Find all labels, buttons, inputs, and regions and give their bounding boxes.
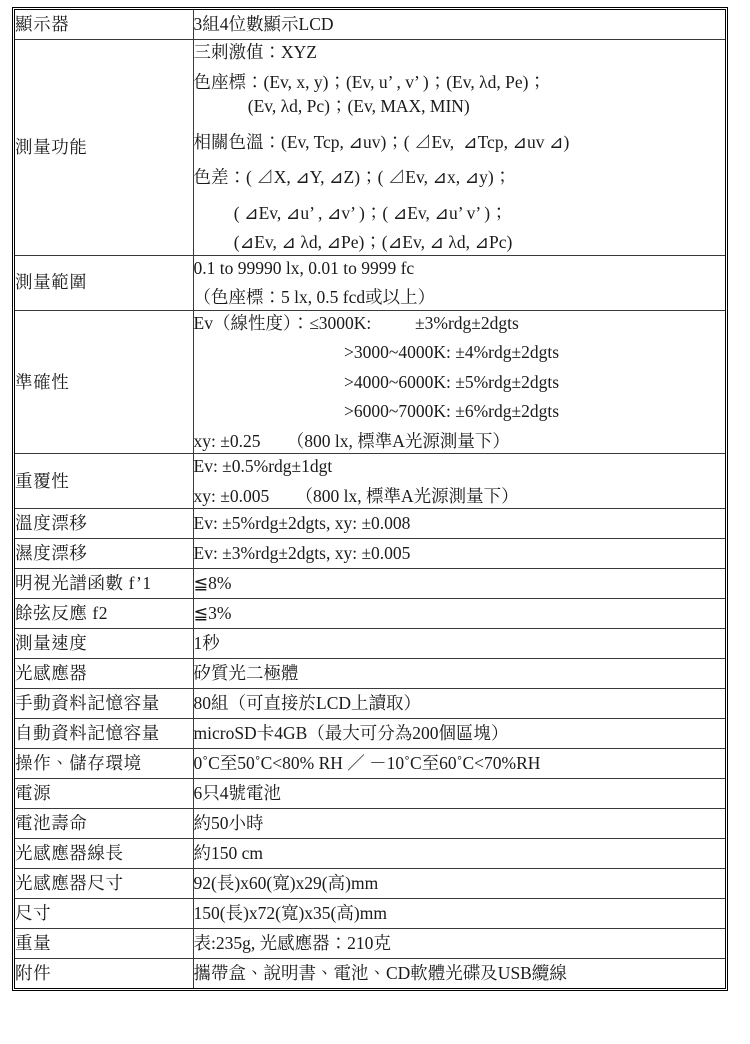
- value-line: 三刺激值：XYZ: [193, 42, 317, 62]
- row-value-display: 3組4位數顯示LCD: [193, 10, 725, 40]
- table-row-accessories: [15, 959, 725, 989]
- row-value-accessories: 攜帶盒、說明書、電池、CD軟體光碟及USB纜線: [193, 959, 725, 989]
- row-value-photopic-spectral-f1: ≦8%: [193, 569, 725, 599]
- row-label-sensor-dimensions: 光感應器尺寸: [15, 869, 193, 899]
- row-label-measurement-function: 測量功能: [15, 40, 193, 256]
- value-line: 相關色溫：(Ev, Tcp, ⊿uv)；( ⊿Ev, ⊿Tcp, ⊿uv ⊿): [193, 131, 570, 152]
- row-label-photo-sensor: 光感應器: [15, 659, 193, 689]
- row-label-auto-memory: 自動資料記憶容量: [15, 719, 193, 749]
- table-row-temperature-drift: [15, 509, 725, 539]
- value-line: Ev（線性度）：≤3000K: ±3%rdg±2dgts: [193, 312, 519, 333]
- row-value-manual-memory: 80組（可直接於LCD上讀取）: [193, 689, 725, 719]
- row-label-accessories: 附件: [15, 959, 193, 989]
- table-row-measurement-function: [15, 40, 725, 256]
- row-label-display: 顯示器: [15, 10, 193, 40]
- row-label-temperature-drift: 溫度漂移: [15, 509, 193, 539]
- row-label-repeatability: 重覆性: [15, 454, 193, 509]
- table-row-photo-sensor: [15, 659, 725, 689]
- row-label-battery-life: 電池壽命: [15, 809, 193, 839]
- row-value-environment: 0˚C至50˚C<80% RH ／ －10˚C至60˚C<70%RH: [193, 749, 725, 779]
- row-value-photo-sensor: 矽質光二極體: [193, 659, 725, 689]
- value-line: 0.1 to 99990 lx, 0.01 to 9999 fc: [193, 257, 415, 278]
- table-row-manual-memory: [15, 689, 725, 719]
- value-line: >4000~6000K: ±5%rdg±2dgts: [344, 371, 559, 392]
- specification-sheet: [12, 7, 728, 991]
- row-label-power: 電源: [15, 779, 193, 809]
- table-row-photopic-spectral-f1: [15, 569, 725, 599]
- specification-table: [15, 10, 725, 988]
- row-value-sensor-cable-length: 約150 cm: [193, 839, 725, 869]
- row-value-power: 6只4號電池: [193, 779, 725, 809]
- value-line: xy: ±0.25 （800 lx, 標準A光源測量下）: [193, 430, 510, 451]
- row-label-accuracy: 準確性: [15, 310, 193, 454]
- table-row-weight: [15, 929, 725, 959]
- row-value-accuracy: [193, 310, 725, 454]
- table-row-environment: [15, 749, 725, 779]
- row-value-measurement-speed: 1秒: [193, 629, 725, 659]
- value-line: >6000~7000K: ±6%rdg±2dgts: [344, 401, 559, 421]
- row-value-temperature-drift: Ev: ±5%rdg±2dgts, xy: ±0.008: [193, 509, 725, 539]
- row-value-weight: 表:235g, 光感應器：210克: [193, 929, 725, 959]
- row-value-measurement-function: [193, 40, 725, 256]
- value-line: 色座標：(Ev, x, y)；(Ev, u’ , v’ )；(Ev, λd, Pe)；: [193, 71, 546, 92]
- table-row-display: [15, 10, 725, 40]
- table-row-dimensions: [15, 899, 725, 929]
- table-row-sensor-cable-length: [15, 839, 725, 869]
- row-value-repeatability: [193, 454, 725, 509]
- value-line: (Ev, λd, Pc)；(Ev, MAX, MIN): [247, 96, 470, 116]
- table-row-battery-life: [15, 809, 725, 839]
- value-line: >3000~4000K: ±4%rdg±2dgts: [344, 342, 559, 362]
- value-line: (⊿Ev, ⊿ λd, ⊿Pe)；(⊿Ev, ⊿ λd, ⊿Pc): [233, 232, 513, 252]
- value-line: ( ⊿Ev, ⊿u’ , ⊿v’ )；( ⊿Ev, ⊿u’ v’ )；: [233, 202, 508, 223]
- row-label-weight: 重量: [15, 929, 193, 959]
- row-value-dimensions: 150(長)x72(寬)x35(高)mm: [193, 899, 725, 929]
- row-label-manual-memory: 手動資料記憶容量: [15, 689, 193, 719]
- row-label-measurement-range: 測量範圍: [15, 255, 193, 310]
- table-row-measurement-speed: [15, 629, 725, 659]
- row-value-battery-life: 約50小時: [193, 809, 725, 839]
- row-label-photopic-spectral-f1: 明視光譜函數 f’1: [15, 569, 193, 599]
- row-value-auto-memory: microSD卡4GB（最大可分為200個區塊）: [193, 719, 725, 749]
- table-row-auto-memory: [15, 719, 725, 749]
- table-row-measurement-range: [15, 255, 725, 310]
- row-label-measurement-speed: 測量速度: [15, 629, 193, 659]
- row-label-cosine-response-f2: 餘弦反應 f2: [15, 599, 193, 629]
- table-row-cosine-response-f2: [15, 599, 725, 629]
- value-line: xy: ±0.005 （800 lx, 標準A光源測量下）: [193, 485, 519, 506]
- row-value-sensor-dimensions: 92(長)x60(寬)x29(高)mm: [193, 869, 725, 899]
- row-value-cosine-response-f2: ≦3%: [193, 599, 725, 629]
- value-line: （色座標：5 lx, 0.5 fcd或以上）: [193, 287, 436, 307]
- table-row-accuracy: [15, 310, 725, 454]
- row-label-sensor-cable-length: 光感應器線長: [15, 839, 193, 869]
- table-row-sensor-dimensions: [15, 869, 725, 899]
- row-label-dimensions: 尺寸: [15, 899, 193, 929]
- row-value-measurement-range: [193, 255, 725, 310]
- row-label-environment: 操作、儲存環境: [15, 749, 193, 779]
- table-row-repeatability: [15, 454, 725, 509]
- row-value-humidity-drift: Ev: ±3%rdg±2dgts, xy: ±0.005: [193, 539, 725, 569]
- value-line: 色差：( ⊿X, ⊿Y, ⊿Z)；( ⊿Ev, ⊿x, ⊿y)；: [193, 167, 512, 187]
- table-row-power: [15, 779, 725, 809]
- table-row-humidity-drift: [15, 539, 725, 569]
- row-label-humidity-drift: 濕度漂移: [15, 539, 193, 569]
- value-line: Ev: ±0.5%rdg±1dgt: [193, 456, 333, 476]
